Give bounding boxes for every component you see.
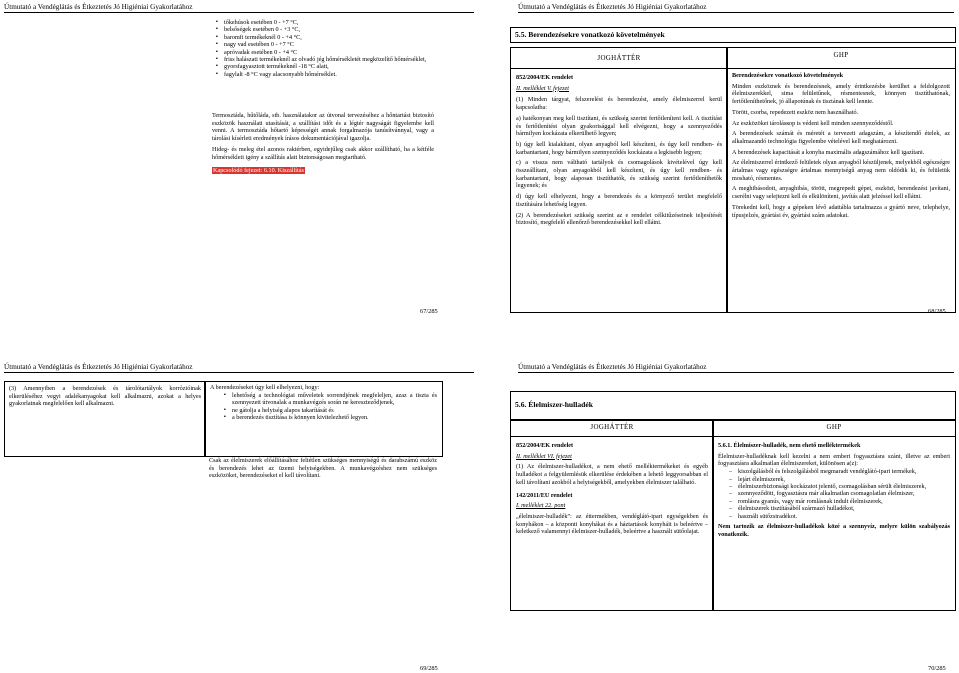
list-item: – kiszolgálásból és felszolgálásból megmaradt vendéglátó-ipari termékek,: [738, 468, 950, 475]
paragraph: A berendezések kapacitását a konyha maximális adagszámához kell igazítani.: [732, 148, 925, 156]
regulation-sub: II. melléklet V. fejezet: [516, 84, 569, 92]
page-header: Útmutató a Vendéglátás és Étkeztetés Jó Higiéniai Gyakorlatához: [4, 3, 193, 11]
ghp-title: Berendezésekre vonatkozó követelmények: [732, 72, 844, 79]
divider: [727, 68, 955, 69]
paragraph: Csak az élelmiszerek előállításához feltétlen szükséges mennyiségű és darabszámú eszköz és berendezés lehet az üzemi helyiségekben. A munkavégzéshez nem szükséges eszközöket, berendezéseket el kell távolítani.: [209, 457, 437, 480]
list-item: ▪ belsőségek esetében 0 - +3 °C,: [224, 26, 446, 33]
divider: [511, 68, 727, 69]
page-69: [0, 337, 479, 673]
legal-column: [510, 419, 714, 611]
section-title: 5.5. Berendezésekre vonatkozó követelmények: [515, 30, 665, 39]
section-title: 5.6. Élelmiszer-hulladék: [515, 400, 593, 409]
temperature-list: [212, 19, 446, 78]
regulation-ref: 852/2004/EK rendelet: [516, 442, 574, 449]
body-text: [212, 112, 434, 178]
page-number: 69/285: [420, 665, 438, 672]
paragraph: A berendezések számát és méretét a tervezett adagszám, a készítendő ételek, az alkalmazandó technológia figyelembe vételével kell meghatározni.: [732, 130, 950, 145]
paragraph: Törekedni kell, hogy a gépeken lévő adattábla tartalmazza a gyártó neve, telephelye, típusjelzés, gyártási év, gyártási szám adatokat.: [732, 203, 950, 219]
column-header: GHP: [826, 423, 842, 431]
paragraph: „élelmiszer-hulladék”: az éttermekben, vendéglátó-ipari egységekben és konyhákon – a központi konyhákat és a háztartások konyháit is beleértve – keletkező valamennyi élelmiszer-hulladék, beleértve a használt sütőolajat.: [516, 512, 708, 536]
regulation-sub: II. melléklet VI. fejezet: [516, 452, 572, 460]
column-header: GHP: [833, 51, 849, 59]
paragraph: d) úgy kell elhelyezni, hogy a berendezés és a környező terület megfelelő tisztítására lehetőség legyen.: [516, 193, 722, 208]
paragraph: Minden eszköznek és berendezésnek, amely érintkezésbe kerülhet a feldolgozott élelmiszerekkel, sima felületűnek, résmentesnek, könnyen tisztíthatónak, fertőtleníthetőnek, jó állapotúnak és tisztának kell lennie.: [732, 82, 950, 106]
column-header: JOGHÁTTÉR: [590, 423, 634, 431]
page-number: 68/285: [928, 308, 946, 315]
header-rule: [4, 372, 474, 373]
waste-list: [726, 468, 950, 520]
list-item: – romlásra gyanús, vagy már romlásnak indult élelmiszerek,: [738, 498, 950, 505]
ghp-column: [204, 381, 443, 457]
list-item: ▪ gyorsfagyasztott termékeknél -18 °C alatt,: [224, 63, 446, 70]
paragraph: Nem tartozik az élelmiszer-hulladékok közé a szennyvíz, melyre külön szabályozás vonatkozik.: [718, 522, 950, 538]
ghp-column: [726, 47, 956, 313]
paragraph: Hideg- és meleg étel azonos raktérben, egyidejűleg csak akkor szállítható, ha a kétféle hőmérsékleti igény a szállítás alatt biztonságosan megtartható.: [212, 145, 434, 161]
paragraph: A berendezéseket úgy kell elhelyezni, hogy:: [210, 384, 320, 391]
paragraph: Az élelmiszerrel érintkező felületek olyan anyagból készüljenek, melyekből egészségre ártalmas vagy egészségre ártalmas mennyiségű anyag nem oldódik ki, és felületük mosható, résmentes.: [732, 159, 950, 182]
header-rule: [518, 372, 954, 373]
list-item: ▪ fagylalt -8 °C vagy alacsonyabb hőmérséklet.: [224, 71, 446, 78]
paragraph: A meghibásodott, anyaghibás, törött, megrepedt gépet, eszközt, berendezést javítani, cserélni vagy selejtezni kell és elkülöníteni, javítás alatt jelzéssel kell ellátni.: [732, 185, 950, 201]
page-number: 70/285: [928, 665, 946, 672]
subsection-title: 5.6.1. Élelmiszer-hulladék, nem ehető melléktermékek: [718, 442, 861, 449]
paragraph: Élelmiszer-hulladéknak kell kezelni a nem emberi fogyasztásra szánt, illetve az emberi fogyasztásra alkalmatlan élelmiszereket, különösen a(z):: [718, 452, 950, 468]
paragraph: Az eszközöket tárolásкор is védeni kell minden szennyeződéstől.: [732, 119, 894, 127]
list-item: ▪ friss halászati termékeknél az olvadó jég hőmérsékletét megközelítő hőmérséklet,: [224, 56, 446, 63]
list-item: ▪ lehetőség a technológiai műveletek sorrendjének megfeleljen, azaz a tiszta és szennyezett útvonalak a munkavégzés során ne kereszteződjenek,: [232, 392, 437, 407]
related-chapter-link[interactable]: Kapcsolódó fejezet: 6.10. Kiszállítás: [213, 167, 304, 175]
placement-list: [220, 392, 437, 422]
paragraph: (2) A berendezéseket szükség szerint az e rendelet célkitűzéseinek teljesítését biztosító, megfelelő ellenőrző berendezésekkel kell ellátni.: [516, 211, 722, 227]
list-item: ▪ baromfi termékeknél 0 - +4 °C,: [224, 34, 446, 41]
page-67: [0, 0, 479, 336]
list-item: ▪ apróvadak esetében 0 - +4 °C: [224, 49, 446, 56]
list-item: – lejárt élelmiszerek,: [738, 476, 950, 483]
paragraph: (3) Amennyiben a berendezések és tárolótartályok korrózióinak elkerüléséhez vegyi adalékanyagokat kell alkalmazni, azokat a helyes gyakorlatnak megfelelően kell alkalmazni.: [9, 385, 201, 408]
paragraph: (1) Minden tárgyat, felszerelést és berendezést, amely élelmiszerrel kerül kapcsolatba:: [516, 96, 722, 112]
list-item: ▪ nagy vad esetében 0 - +7 °C: [224, 41, 446, 48]
list-item: ▪ a berendezés tisztítása is könnyen kivitelezhető legyen.: [232, 414, 437, 421]
divider: [511, 436, 713, 437]
section-title-box: [510, 391, 956, 421]
list-item: – szennyeződött, fogyasztásra már alkalmatlan csomagolatlan élelmiszer,: [738, 490, 950, 497]
list-item: ▪ ne gátolja a helyiség alapos takarítását és: [232, 407, 437, 414]
paragraph: b) úgy kell kialakítani, olyan anyagból kell készíteni, és úgy kell rendben- és karbantartani, hogy bármilyen szennyeződés kockázata a legkisebb legyen;: [516, 140, 722, 156]
page-68: [480, 0, 959, 336]
divider: [713, 436, 955, 437]
page-header: Útmutató a Vendéglátás és Étkeztetés Jó Higiéniai Gyakorlatához: [518, 3, 707, 11]
page-70: [480, 337, 959, 673]
paragraph: Termosztáda, hűtőláda, stb. használatakor az útvonal tervezéséhez a hőntartást biztosító eszközök használati utasítását, a szállítási időt és a légtér nagyságát figyelembe kell venni. A termosztáda hőtartó képességét annak forgalmazója tanúsítvánnyal, vagy a tárolási kísérleti eredmények írásos dokumentációjával igazolja.: [212, 112, 434, 143]
page-header: Útmutató a Vendéglátás és Étkeztetés Jó Higiéniai Gyakorlatához: [518, 363, 707, 371]
paragraph: Törött, csorba, repedezett eszköz nem használható.: [732, 108, 859, 116]
list-item: – élelmiszerek tisztításából származó hulladékot,: [738, 505, 950, 512]
ghp-column: [712, 419, 956, 611]
regulation-sub: I. melléklet 22. pont: [516, 502, 566, 510]
header-rule: [518, 12, 954, 13]
list-item: – élelmiszerbiztonsági kockázatot jelentő, csomagolásban sérült élelmiszerek,: [738, 483, 950, 490]
list-item: ▪ tőkehúsok esetében 0 - +7 °C,: [224, 19, 446, 26]
header-rule: [4, 12, 474, 13]
section-title-box: [510, 27, 956, 43]
legal-column: [4, 381, 206, 457]
list-item: – használt sütőzsiradékot.: [738, 513, 950, 520]
legal-column: [510, 47, 728, 313]
paragraph: a) hatékonyan meg kell tisztítani, és szükség szerint fertőtleníteni kell. A tisztítást és fertőtlenítést olyan gyakorisággal kell elvégezni, hogy a szennyeződés bármilyen kockázata elkerülhető legyen;: [516, 114, 722, 138]
page-number: 67/285: [420, 308, 438, 315]
paragraph: (1) Az élelmiszer-hulladékot, a nem ehető melléktermékeket és egyéb hulladékot a felgyülemlésük elkerülése érdekében a lehető leggyorsabban el kell távolítani azokból a helyiségekből, amelyekben élelmiszer található.: [516, 463, 708, 486]
regulation-ref: 852/2004/EK rendelet: [516, 74, 574, 81]
column-header: JOGHÁTTÉR: [597, 54, 641, 62]
paragraph: c) a visszа nem váltható tartályok és csomagolások kivételével úgy kell összeállítani, olyan anyagokból kell készíteni, és úgy kell rendben- és karbantartani, hogy alaposan tisztíthatók, és szükség szerint fertőtleníthetők legyenek; és: [516, 159, 722, 190]
page-header: Útmutató a Vendéglátás és Étkeztetés Jó Higiéniai Gyakorlatához: [4, 363, 193, 371]
regulation-ref: 142/2011/EU rendelet: [516, 491, 573, 499]
